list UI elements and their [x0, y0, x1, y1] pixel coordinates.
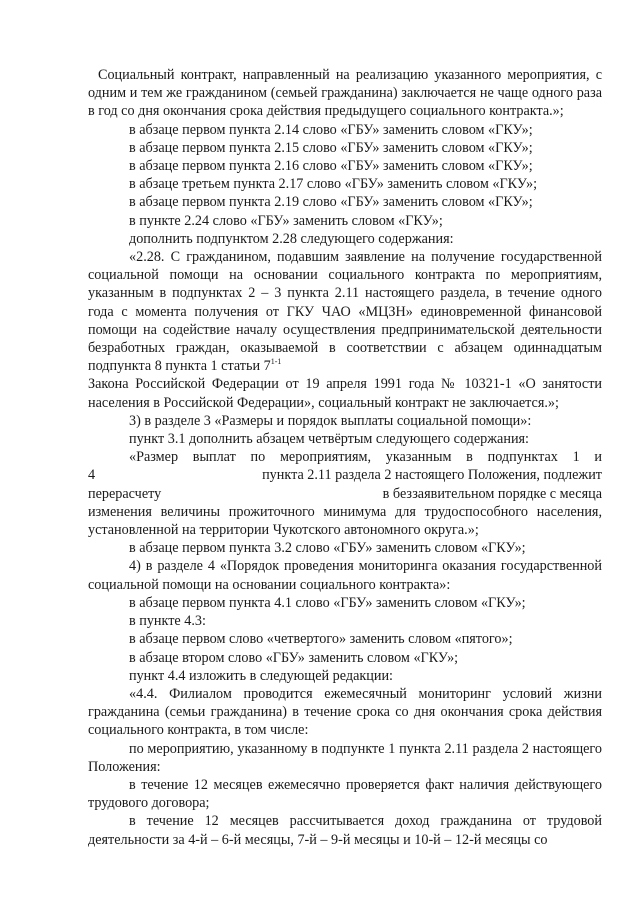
- paragraph: дополнить подпунктом 2.28 следующего содержания:: [129, 230, 454, 247]
- paragraph: пункт 3.1 дополнить абзацем четвёртым следующего содержания:: [129, 431, 529, 448]
- superscript: 1-1: [270, 357, 282, 367]
- list-item: в пункте 2.24 слово «ГБУ» заменить словом «ГКУ»;: [129, 212, 443, 229]
- list-item: в абзаце первом пункта 3.2 слово «ГБУ» заменить словом «ГКУ»;: [129, 540, 526, 557]
- paragraph-continuation: Закона Российской Федерации от 19 апреля 1991 года № 10321-1 «О занятости населения в Российской Федерации», социальный контракт не заключается.»;: [88, 376, 602, 411]
- paragraph: «Размер выплат по мероприятиям, указанным в подпунктах 1 и: [129, 449, 602, 466]
- text-fragment: в беззаявительном порядке с месяца: [382, 485, 602, 502]
- paragraph: пункт 4.4 изложить в следующей редакции:: [129, 667, 393, 684]
- gapped-line: [88, 466, 602, 484]
- document-page: [88, 66, 602, 849]
- section-heading: 3) в разделе 3 «Размеры и порядок выплаты социальной помощи»:: [129, 412, 532, 429]
- list-item: в абзаце втором слово «ГБУ» заменить словом «ГКУ»;: [129, 649, 459, 666]
- paragraph: в течение 12 месяцев ежемесячно проверяется факт наличия действующего трудового договора;: [88, 776, 602, 812]
- list-item: в абзаце первом пункта 2.15 слово «ГБУ» заменить словом «ГКУ»;: [129, 139, 533, 156]
- paragraph: Социальный контракт, направленный на реализацию указанного мероприятия, с одним и тем же гражданином (семьей гражданина) заключается не чаще одного раза в год со дня окончания срока действия предыдущего социального контракта.»;: [88, 67, 602, 120]
- quoted-paragraph: «4.4. Филиалом проводится ежемесячный мониторинг условий жизни гражданина (семьи гражданина) в течение срока со дня окончания срока действия социального контракта, в том числе:: [88, 685, 602, 739]
- list-item: в абзаце третьем пункта 2.17 слово «ГБУ» заменить словом «ГКУ»;: [129, 176, 538, 193]
- paragraph: по мероприятию, указанному в подпункте 1 пункта 2.11 раздела 2 настоящего Положения:: [88, 740, 602, 775]
- paragraph-continuation: изменения величины прожиточного минимума для трудоспособного населения, установленной на территории Чукотского автономного округа.»;: [88, 503, 602, 539]
- section-heading: 4) в разделе 4 «Порядок проведения мониторинга оказания государственной социальной помощи на основании социального контракта»:: [88, 558, 602, 593]
- list-item: в абзаце первом пункта 2.14 слово «ГБУ» заменить словом «ГКУ»;: [129, 121, 533, 138]
- quoted-text: «2.28. С гражданином, подавшим заявление на получение государственной социальной помощи на основании социального контракта по мероприятиям, указанным в подпунктах 2 – 3 пункта 2.11 настоящего раздела, в течение одного года с момента получения от ГКУ ЧАО «МЦЗН» единовременной финансовой помощи на содействие началу осуществления предпринимательской деятельности безработных граждан, оказываемой в соответствии с абзацем одиннадцатым подпункта 8 пункта 1 статьи 7: [88, 249, 602, 375]
- list-item: в абзаце первом пункта 4.1 слово «ГБУ» заменить словом «ГКУ»;: [129, 594, 526, 611]
- text-fragment: 4: [88, 467, 96, 484]
- gapped-line: [88, 485, 602, 503]
- text-fragment: пункта 2.11 раздела 2 настоящего Положения, подлежит: [262, 467, 602, 484]
- paragraph: в течение 12 месяцев рассчитывается доход гражданина от трудовой деятельности за 4-й – 6-й месяцы, 7-й – 9-й месяцы и 10-й – 12-й месяцы со: [88, 813, 602, 848]
- list-item: в пункте 4.3:: [129, 613, 206, 630]
- list-item: в абзаце первом пункта 2.19 слово «ГБУ» заменить словом «ГКУ»;: [129, 194, 533, 211]
- quoted-paragraph: [88, 248, 602, 375]
- list-item: в абзаце первом слово «четвертого» заменить словом «пятого»;: [129, 631, 513, 648]
- list-item: в абзаце первом пункта 2.16 слово «ГБУ» заменить словом «ГКУ»;: [129, 158, 533, 175]
- text-fragment: перерасчету: [88, 485, 162, 502]
